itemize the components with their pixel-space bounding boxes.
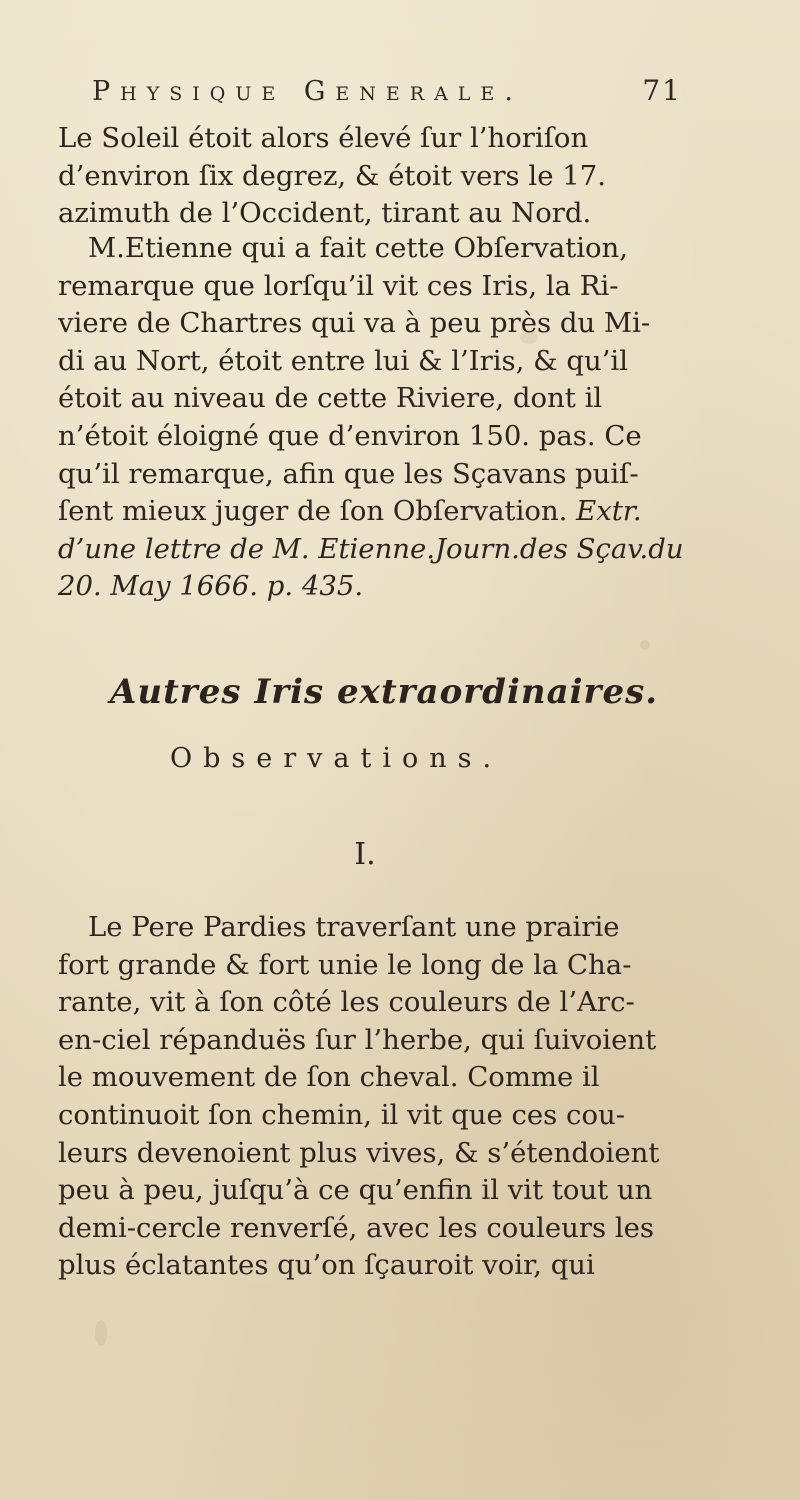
running-head-title: Physique Generale.: [92, 76, 523, 107]
text-line: Le Soleil étoit alors élevé ſur l’horiſon: [58, 122, 589, 154]
paragraph-3: [58, 909, 676, 1285]
section-title: Autres Iris extraordinaires.: [110, 672, 659, 712]
running-head: [92, 76, 692, 116]
paragraph-1: [58, 120, 676, 233]
observation-number: I.: [354, 837, 376, 872]
text-line: demi-cercle renverſé, avec les couleurs les: [58, 1211, 655, 1244]
text-line: qu’il remarque, afin que les Sçavans puiſ-: [58, 457, 639, 490]
citation-line: 20. May 1666. p. 435.: [58, 570, 364, 603]
text-line: leurs devenoient plus vives, & s’étendoient: [58, 1136, 660, 1169]
text-line: plus éclatantes qu’on ſçauroit voir, qui: [58, 1249, 595, 1282]
text-line: le mouvement de ſon cheval. Comme il: [58, 1061, 600, 1094]
section-subtitle: Observations.: [170, 743, 503, 774]
text-line: d’environ ſix degrez, & étoit vers le 17.: [58, 159, 606, 192]
text-line: M.Etienne qui a fait cette Obſervation,: [88, 232, 629, 264]
paper-stain: [640, 640, 650, 650]
text-line: di au Nort, étoit entre lui & l’Iris, & qu’il: [58, 344, 629, 377]
text-line: remarque que lorſqu’il vit ces Iris, la Ri-: [58, 269, 619, 302]
page-number: 71: [642, 74, 682, 107]
text-line: Le Pere Pardies traverſant une prairie: [88, 911, 620, 943]
text-line: peu à peu, juſqu’à ce qu’enfin il vit tout un: [58, 1174, 653, 1207]
text-line: continuoit ſon chemin, il vit que ces cou-: [58, 1098, 625, 1131]
text-line: étoit au niveau de cette Riviere, dont il: [58, 382, 603, 415]
citation: Extr.: [576, 495, 642, 528]
citation-line: d’une lettre de M. Etienne.Journ.des Sçav.du: [58, 532, 684, 565]
text-line: azimuth de l’Occident, tirant au Nord.: [58, 197, 592, 230]
text-segment: ſent mieux juger de ſon Obſervation.: [58, 495, 568, 528]
text-line: n’étoit éloigné que d’environ 150. pas. Ce: [58, 419, 642, 452]
text-line: viere de Chartres qui va à peu près du Mi-: [58, 307, 651, 340]
paragraph-2: [58, 230, 684, 606]
text-line: rante, vit à ſon côté les couleurs de l’Arc-: [58, 986, 635, 1019]
paper-stain: [95, 1320, 107, 1346]
text-line: en-ciel répanduës ſur l’herbe, qui ſuivoient: [58, 1023, 657, 1056]
text-line: fort grande & fort unie le long de la Cha-: [58, 948, 632, 981]
text-line: [58, 493, 676, 531]
